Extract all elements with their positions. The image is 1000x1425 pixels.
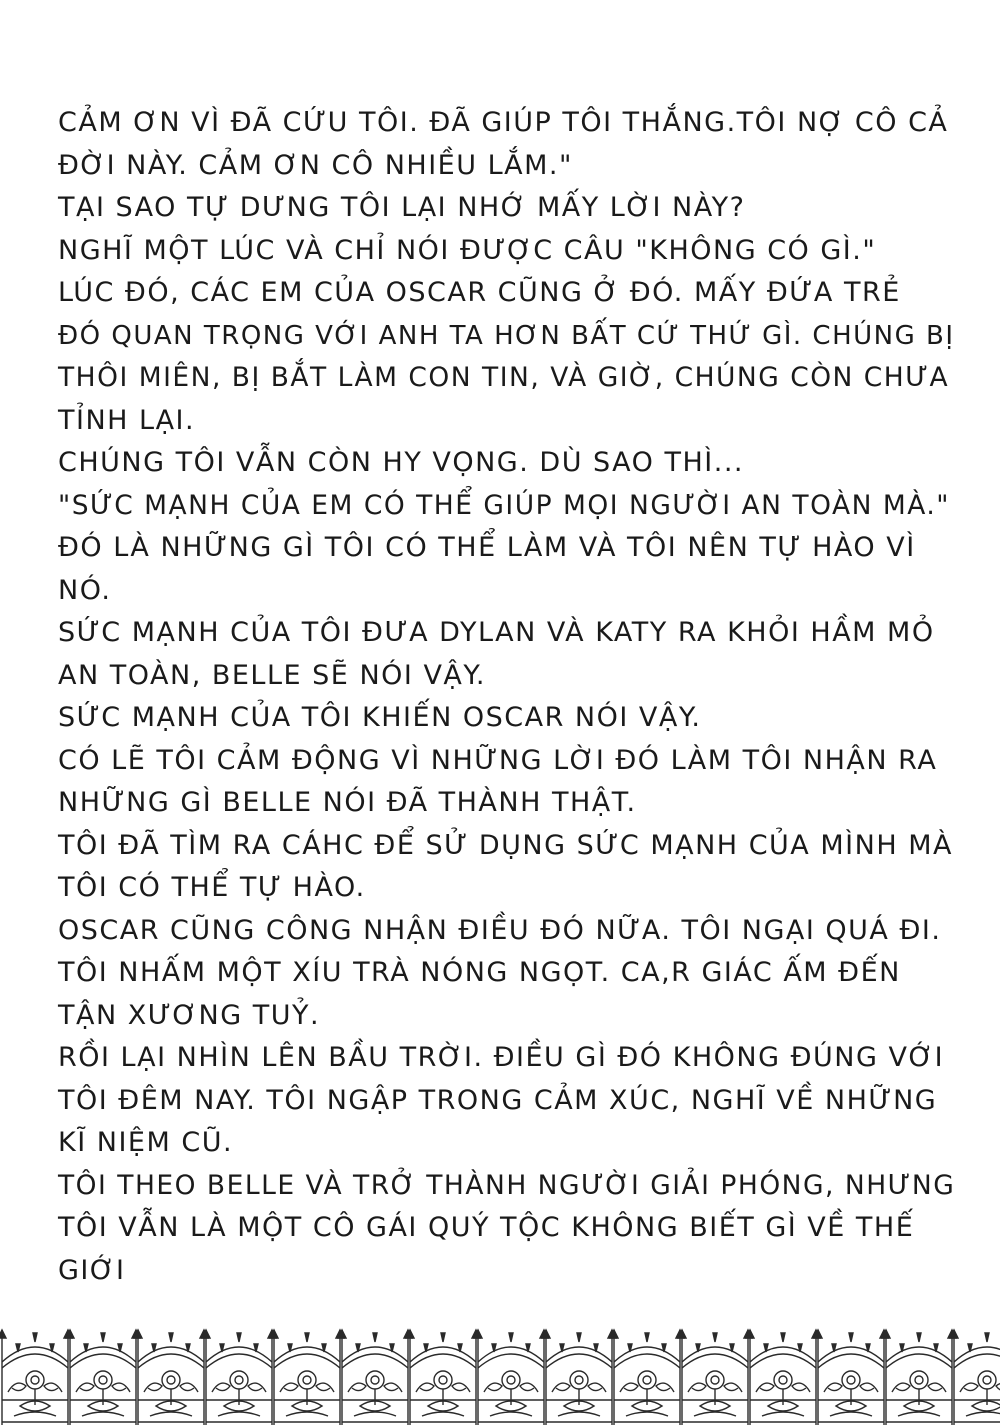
text-line: ĐÓ QUAN TRỌNG VỚI ANH TA HƠN BẤT CỨ THỨ GÌ. CHÚNG BỊ <box>58 320 955 351</box>
text-line: SỨC MẠNH CỦA TÔI KHIẾN OSCAR NÓI VẬY. <box>58 702 702 733</box>
text-line: TÔI VẪN LÀ MỘT CÔ GÁI QUÝ TỘC KHÔNG BIẾT GÌ VỀ THẾ <box>58 1212 915 1243</box>
ornament-segment <box>746 1330 820 1425</box>
ornament-segment <box>66 1330 140 1425</box>
text-line: TỈNH LẠI. <box>58 404 196 436</box>
text-line: CHÚNG TÔI VẪN CÒN HY VỌNG. DÙ SAO THÌ... <box>58 447 745 478</box>
ornament-segment <box>202 1330 276 1425</box>
text-line: CÓ LẼ TÔI CẢM ĐỘNG VÌ NHỮNG LỜI ĐÓ LÀM TÔI NHẬN RA <box>58 744 938 776</box>
text-line: RỒI LẠI NHÌN LÊN BẦU TRỜI. ĐIỀU GÌ ĐÓ KHÔNG ĐÚNG VỚI <box>58 1042 945 1073</box>
text-line: SỨC MẠNH CỦA TÔI ĐƯA DYLAN VÀ KATY RA KHỎI HẦM MỎ <box>58 617 935 648</box>
text-line: TÔI THEO BELLE VÀ TRỞ THÀNH NGƯỜI GIẢI PHÓNG, NHƯNG <box>58 1169 956 1201</box>
text-line: KĨ NIỆM CŨ. <box>58 1127 234 1158</box>
ornament-segment <box>406 1330 480 1425</box>
ornament-segment <box>950 1330 1000 1425</box>
text-line: CẢM ƠN VÌ ĐÃ CỨU TÔI. ĐÃ GIÚP TÔI THẮNG.TÔI NỢ CÔ CẢ <box>58 107 949 138</box>
text-line: LÚC ĐÓ, CÁC EM CỦA OSCAR CŨNG Ở ĐÓ. MẤY ĐỨA TRẺ <box>58 277 901 308</box>
text-line: TẠI SAO TỰ DƯNG TÔI LẠI NHỚ MẤY LỜI NÀY? <box>58 192 746 223</box>
text-line: TÔI CÓ THỂ TỰ HÀO. <box>58 872 366 903</box>
text-line: ĐỜI NÀY. CẢM ƠN CÔ NHIỀU LẮM." <box>58 149 573 181</box>
ornament-segment <box>542 1330 616 1425</box>
ornament-segment <box>678 1330 752 1425</box>
ornament-segment <box>270 1330 344 1425</box>
ornament-segment <box>338 1330 412 1425</box>
wrought-iron-border-ornament-icon <box>0 1322 1000 1425</box>
text-line: TÔI ĐÊM NAY. TÔI NGẬP TRONG CẢM XÚC, NGHĨ VỀ NHỮNG <box>58 1084 938 1116</box>
ornament-segment <box>474 1330 548 1425</box>
text-line: "SỨC MẠNH CỦA EM CÓ THỂ GIÚP MỌI NGƯỜI AN TOÀN MÀ." <box>58 489 950 521</box>
text-line: AN TOÀN, BELLE SẼ NÓI VẬY. <box>58 659 486 691</box>
text-line: NHỮNG GÌ BELLE NÓI ĐÃ THÀNH THẬT. <box>58 787 637 818</box>
text-line: TÔI NHẤM MỘT XÍU TRÀ NÓNG NGỌT. CA,R GIÁC ẤM ĐẾN <box>58 957 901 988</box>
text-line: GIỚI <box>58 1254 126 1286</box>
text-line: TÔI ĐÃ TÌM RA CÁHC ĐỂ SỬ DỤNG SỨC MẠNH CỦA MÌNH MÀ <box>58 829 953 861</box>
text-line: THÔI MIÊN, BỊ BẮT LÀM CON TIN, VÀ GIỜ, CHÚNG CÒN CHƯA <box>58 362 950 393</box>
ornament-segment <box>814 1330 888 1425</box>
text-line: TẬN XƯƠNG TUỶ. <box>58 999 321 1031</box>
ornament-segment <box>882 1330 956 1425</box>
text-line: NÓ. <box>58 574 112 606</box>
text-line: ĐÓ LÀ NHỮNG GÌ TÔI CÓ THỂ LÀM VÀ TÔI NÊN TỰ HÀO VÌ <box>58 532 916 563</box>
body-text <box>58 102 958 1292</box>
ornament-segment <box>134 1330 208 1425</box>
ornament-segment <box>0 1330 72 1425</box>
text-line: NGHĨ MỘT LÚC VÀ CHỈ NÓI ĐƯỢC CÂU "KHÔNG CÓ GÌ." <box>58 234 877 266</box>
ornament-segment <box>610 1330 684 1425</box>
text-line: OSCAR CŨNG CÔNG NHẬN ĐIỀU ĐÓ NỮA. TÔI NGẠI QUÁ ĐI. <box>58 914 942 946</box>
